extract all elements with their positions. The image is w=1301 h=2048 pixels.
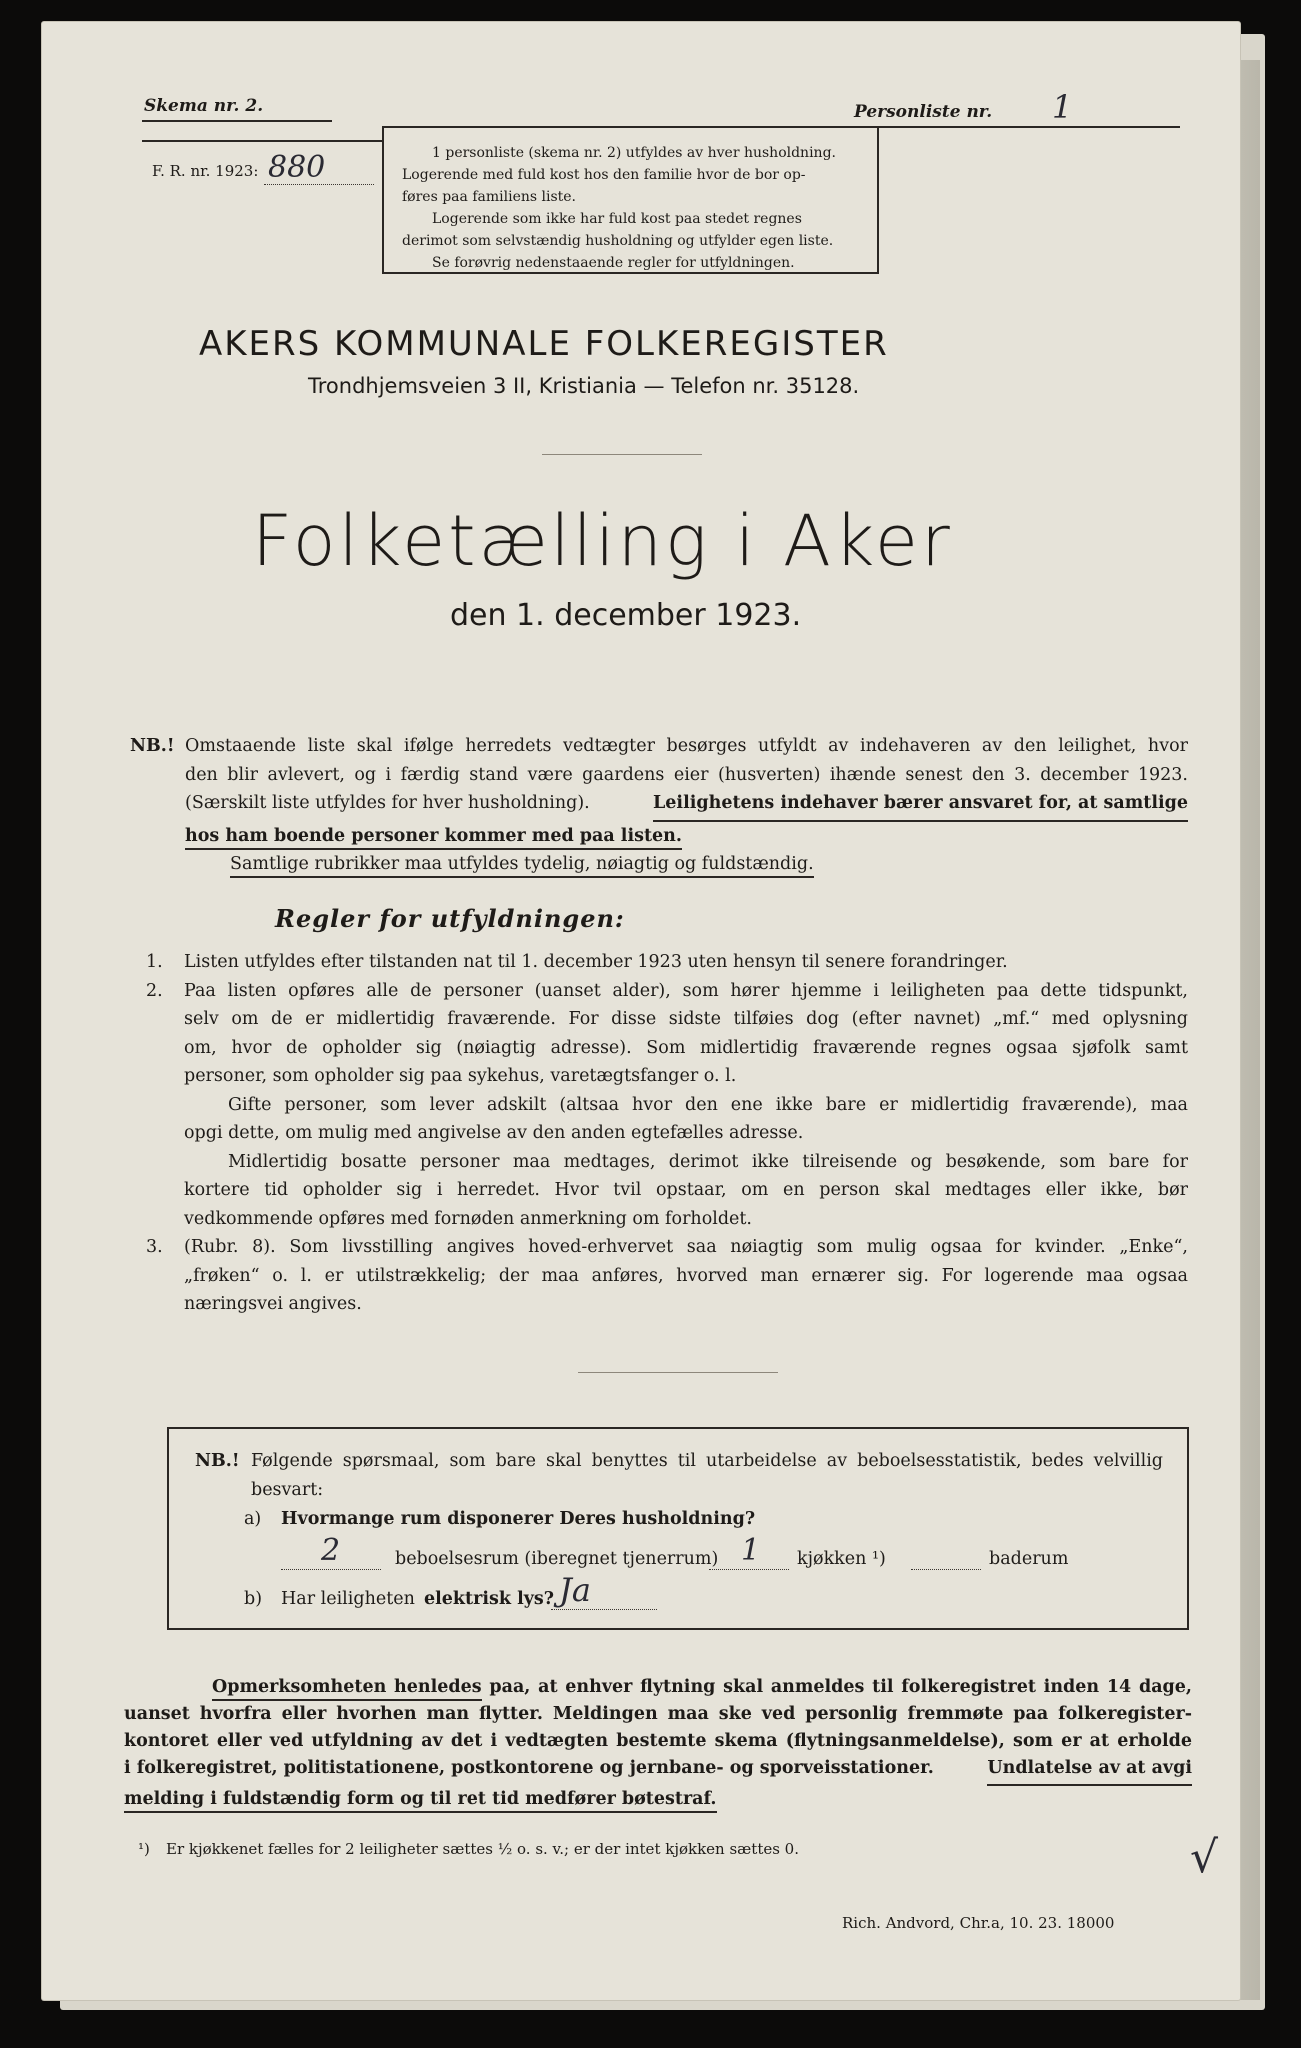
kitchen-value[interactable]: 1: [741, 1533, 761, 1568]
rule-2-line-7: Midlertidig bosatte personer maa medtages, derimot ikke tilreisende og besøkende, som bare for: [228, 1151, 1188, 1172]
footnote-mark: ¹): [138, 1840, 150, 1858]
nb-prefix: NB.!: [130, 736, 175, 756]
census-form-page: [42, 22, 1240, 2000]
question-a-label: a): [244, 1509, 262, 1529]
info-line-1: 1 personliste (skema nr. 2) utfyldes av hver husholdning.: [432, 145, 836, 161]
nb-line-4: hos ham boende personer kommer med paa listen.: [185, 826, 682, 850]
rule-2-line-9: vedkommende opføres med fornøden anmerkning om forholdet.: [184, 1208, 752, 1229]
nb2-line-2: besvart:: [251, 1479, 324, 1500]
electric-dotline: [551, 1609, 657, 1610]
info-line-6: Se forøvrig nedenstaaende regler for utfyldningen.: [432, 255, 795, 271]
moving-notice: [124, 1674, 1192, 1813]
printer-imprint: Rich. Andvord, Chr.a, 10. 23. 18000: [842, 1914, 1115, 1932]
fr-value[interactable]: 880: [268, 150, 326, 185]
instructions-box: [382, 126, 879, 274]
rules-separator: [578, 1372, 778, 1373]
info-line-3: føres paa familiens liste.: [402, 189, 577, 205]
info-line-4: Logerende som ikke har fuld kost paa stedet regnes: [432, 211, 802, 227]
info-line-2: Logerende med fuld kost hos den familie hvor de bor op-: [402, 167, 806, 183]
nb-notice: [130, 732, 1188, 879]
main-title: Folketælling i Aker: [252, 500, 953, 582]
rule-3-num: 3.: [146, 1237, 163, 1257]
fr-dotline: [264, 184, 374, 185]
bath-dotline: [911, 1569, 981, 1570]
kitchen-dotline: [709, 1569, 789, 1570]
nb-line-1: Omstaaende liste skal ifølge herredets vedtægter besørges utfyldt av indehaveren av den leilighet, hvor: [185, 736, 1188, 756]
rule-3-line-2: „frøken“ o. l. er utilstrækkelig; der maa anføres, hvorved man ernærer sig. For logerende maa ogsaa: [184, 1265, 1188, 1286]
info-line-5: derimot som selvstændig husholdning og utfylder egen liste.: [402, 233, 834, 249]
notice-line-4b: Undlatelse av at avgi: [987, 1755, 1192, 1786]
skema-underline: [142, 120, 332, 122]
notice-line-1a: Opmerksomheten henledes: [212, 1677, 482, 1701]
question-a: Hvormange rum disponerer Deres husholdning?: [281, 1509, 756, 1529]
nb-line-3a: (Særskilt liste utfyldes for hver husholdning).: [185, 793, 590, 813]
rooms-label: beboelsesrum (iberegnet tjenerrum): [395, 1549, 719, 1569]
question-b-bold: elektrisk lys?: [424, 1589, 554, 1609]
notice-line-5: melding i fuldstændig form og til ret tid medfører bøtestraf.: [124, 1789, 717, 1813]
rule-2-line-3: om, hvor de opholder sig (nøiagtig adresse). Som midlertidig fraværende regnes ogsaa sjøfolk samt: [184, 1037, 1188, 1058]
kitchen-label: kjøkken ¹): [797, 1549, 886, 1569]
personliste-label: Personliste nr.: [854, 102, 993, 122]
rule-3-line-1: (Rubr. 8). Som livsstilling angives hoved-erhvervet saa nøiagtig som mulig ogsaa for kvinder. „Enke“,: [184, 1237, 1188, 1257]
electric-light-value[interactable]: Ja: [559, 1571, 591, 1609]
rule-1-text: Listen utfyldes efter tilstanden nat til 1. december 1923 uten hensyn til senere forandringer.: [184, 952, 1008, 972]
question-b-label: b): [244, 1589, 263, 1609]
nb2-prefix: NB.!: [195, 1451, 240, 1471]
rule-2-line-5: Gifte personer, som lever adskilt (altsaa hvor den ene ikke bare er midlertidig fraværende), maa: [228, 1094, 1188, 1115]
org-address: Trondhjemsveien 3 II, Kristiania — Telefon nr. 35128.: [308, 374, 860, 398]
title-separator: [542, 454, 702, 455]
skema-label: Skema nr. 2.: [144, 96, 264, 116]
rule-2-line-6: opgi dette, om mulig med angivelse av den anden egtefælles adresse.: [184, 1123, 804, 1143]
header-rule: [142, 140, 382, 142]
notice-line-1b: paa, at enhver flytning skal anmeldes til folkeregistret inden 14 dage,: [489, 1677, 1192, 1697]
rules-heading: Regler for utfyldningen:: [275, 904, 625, 933]
nb-line-3b: Leilighetens indehaver bærer ansvaret for, at samtlige: [653, 789, 1188, 822]
notice-line-3: kontoret eller ved utfyldning av det i vedtægten bestemte skema (flytningsanmeldelse), som er at erholde: [124, 1731, 1192, 1751]
housing-statistics-box: [167, 1427, 1189, 1630]
rule-1-num: 1.: [146, 952, 163, 972]
rule-3-line-3: næringsvei angives.: [184, 1294, 362, 1314]
notice-line-2: uanset hvorfra eller hvorhen man flytter. Meldingen maa ske ved personlig fremmøte paa folkeregister-: [124, 1704, 1192, 1724]
rule-2-line-2: selv om de er midlertidig fraværende. For disse sidste tilføies dog (efter navnet) „mf.“ med oplysning: [184, 1009, 1188, 1029]
bath-label: baderum: [989, 1549, 1069, 1569]
org-title: AKERS KOMMUNALE FOLKEREGISTER: [199, 324, 889, 364]
nb-line-5: Samtlige rubrikker maa utfyldes tydelig, nøiagtig og fuldstændig.: [230, 854, 814, 878]
nb2-line-1: Følgende spørsmaal, som bare skal benyttes til utarbeidelse av beboelsesstatistik, bedes velvillig: [251, 1451, 1163, 1471]
rule-2-line-1: Paa listen opføres alle de personer (uanset alder), som hører hjemme i leiligheten paa dette tidspunkt,: [184, 980, 1188, 1001]
nb-line-2: den blir avlevert, og i færdig stand være gaardens eier (husverten) ihænde senest den 3. december 1923.: [185, 764, 1188, 785]
rules-list: [146, 948, 1188, 1319]
rule-2-line-4: personer, som opholder sig paa sykehus, varetægtsfanger o. l.: [184, 1066, 737, 1086]
margin-check-mark: √: [1190, 1832, 1219, 1883]
question-b-text: Har leiligheten: [281, 1589, 415, 1609]
fr-label: F. R. nr. 1923:: [152, 162, 259, 180]
rule-2-line-8: kortere tid opholder sig i herredet. Hvor tvil opstaar, om en person skal medtages eller ikke, bør: [184, 1180, 1188, 1200]
census-date: den 1. december 1923.: [450, 598, 802, 633]
personliste-underline: [850, 126, 1180, 128]
footnote-text: Er kjøkkenet fælles for 2 leiligheter sættes ½ o. s. v.; er der intet kjøkken sættes 0.: [166, 1840, 799, 1858]
rooms-value[interactable]: 2: [321, 1533, 341, 1568]
personliste-value[interactable]: 1: [1052, 88, 1073, 126]
rule-2-num: 2.: [146, 980, 163, 1001]
rooms-dotline: [281, 1569, 381, 1570]
notice-line-4a: i folkeregistret, politistationene, postkontorene og jernbane- og sporveisstationer.: [124, 1758, 934, 1778]
